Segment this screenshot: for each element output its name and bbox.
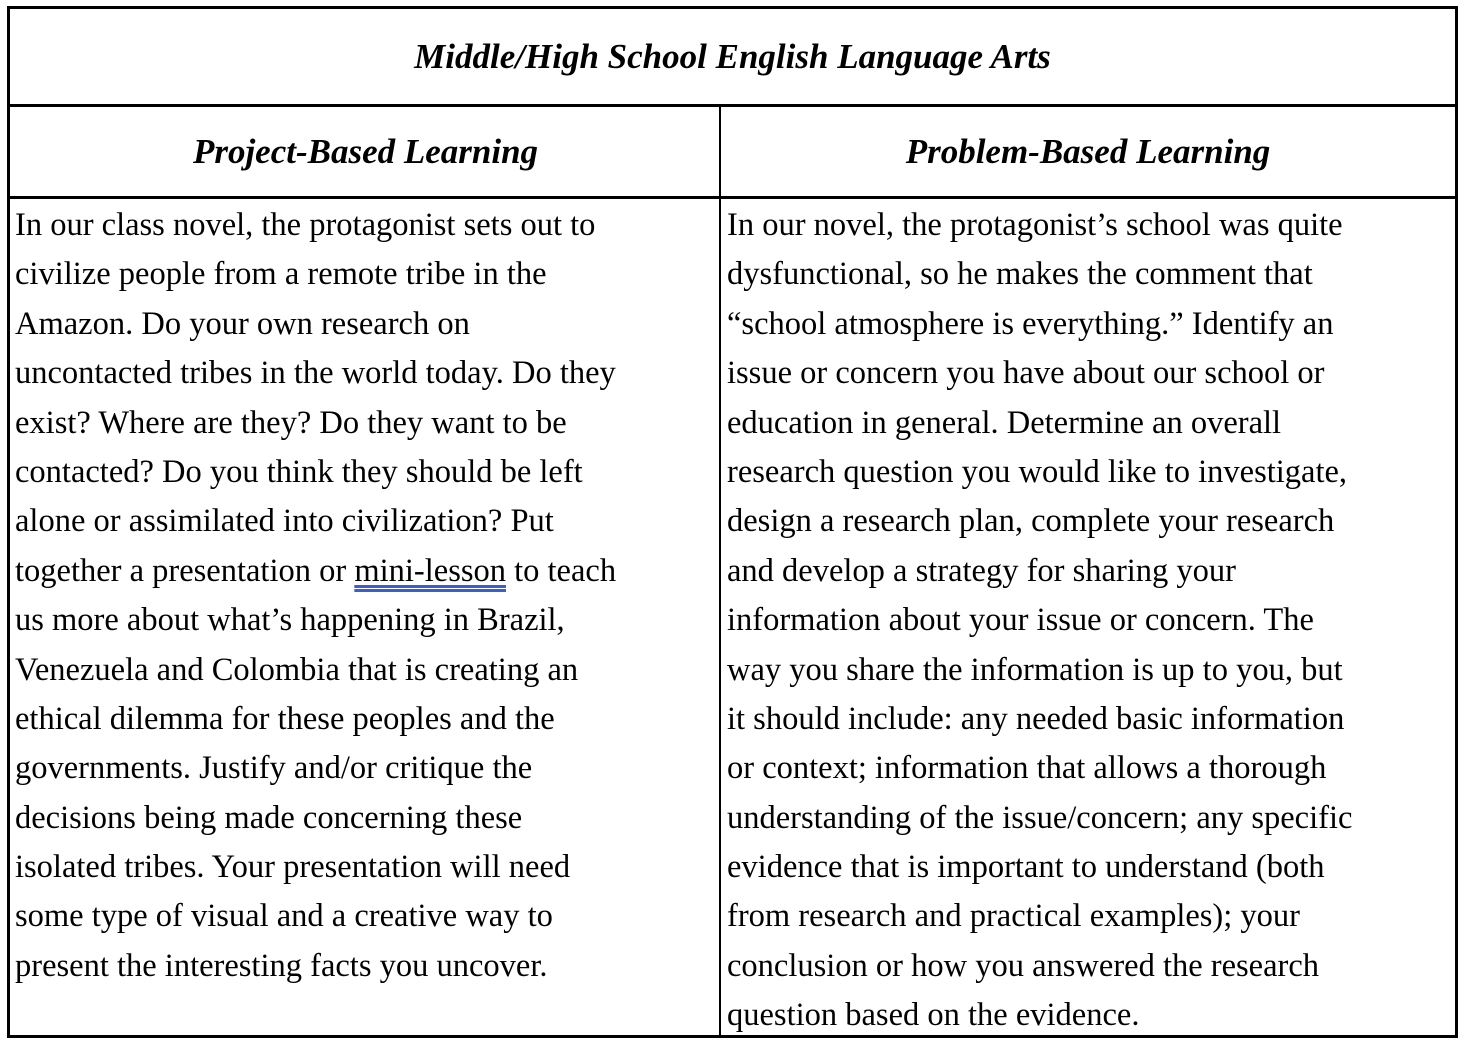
text-line	[15, 547, 715, 596]
text-line: information about your issue or concern. The	[727, 602, 1314, 639]
text-line: conclusion or how you answered the research	[727, 947, 1320, 984]
text-line: it should include: any needed basic information	[727, 700, 1345, 737]
text-line: issue or concern you have about our school or	[727, 355, 1325, 392]
text-line: decisions being made concerning these	[15, 799, 523, 836]
text-line: Amazon. Do your own research on	[15, 305, 470, 342]
header-project-based: Project-Based Learning	[192, 131, 539, 171]
text-line: present the interesting facts you uncover.	[15, 947, 548, 984]
text-line: contacted? Do you think they should be left	[15, 453, 583, 490]
table-title: Middle/High School English Language Arts	[414, 36, 1051, 76]
column-divider	[719, 107, 721, 1035]
text-line: and develop a strategy for sharing your	[727, 552, 1237, 589]
text-line: governments. Justify and/or critique the	[15, 750, 533, 787]
text-line: isolated tribes. Your presentation will need	[15, 849, 571, 886]
spellcheck-flagged-word[interactable]: mini-lesson	[354, 552, 506, 589]
text-line: understanding of the issue/concern; any specific	[727, 799, 1353, 836]
text-line: from research and practical examples); your	[727, 898, 1300, 935]
text-line: ethical dilemma for these peoples and the	[15, 700, 555, 737]
problem-based-description	[727, 201, 1455, 1035]
text-line: research question you would like to investigate,	[727, 453, 1348, 490]
comparison-table	[7, 6, 1458, 1038]
text-line: In our class novel, the protagonist sets out to	[15, 207, 596, 243]
text-line: In our novel, the protagonist’s school was quite	[727, 207, 1343, 243]
text-line: design a research plan, complete your research	[727, 503, 1335, 540]
text-line: way you share the information is up to you, but	[727, 651, 1343, 688]
text-line: dysfunctional, so he makes the comment that	[727, 256, 1313, 293]
table-header-row	[10, 107, 1455, 199]
text-line: education in general. Determine an overall	[727, 404, 1282, 441]
text-line: civilize people from a remote tribe in the	[15, 256, 547, 293]
text-line: uncontacted tribes in the world today. Do they	[15, 355, 616, 392]
text-line: exist? Where are they? Do they want to be	[15, 404, 567, 441]
text-line: us more about what’s happening in Brazil,	[15, 602, 565, 639]
text-line: Venezuela and Colombia that is creating an	[15, 651, 579, 688]
text-line: or context; information that allows a thorough	[727, 750, 1327, 787]
table-title-row	[10, 9, 1455, 107]
text-line: evidence that is important to understand (both	[727, 849, 1325, 886]
project-based-description	[15, 201, 715, 1035]
text-line: question based on the evidence.	[727, 997, 1140, 1034]
text-segment: together a presentation or	[15, 552, 355, 589]
text-segment: to teach	[506, 552, 617, 589]
text-line: “school atmosphere is everything.” Identify an	[727, 305, 1334, 342]
text-line: some type of visual and a creative way to	[15, 898, 553, 935]
header-problem-based: Problem-Based Learning	[905, 131, 1271, 171]
text-line: alone or assimilated into civilization? Put	[15, 503, 554, 540]
